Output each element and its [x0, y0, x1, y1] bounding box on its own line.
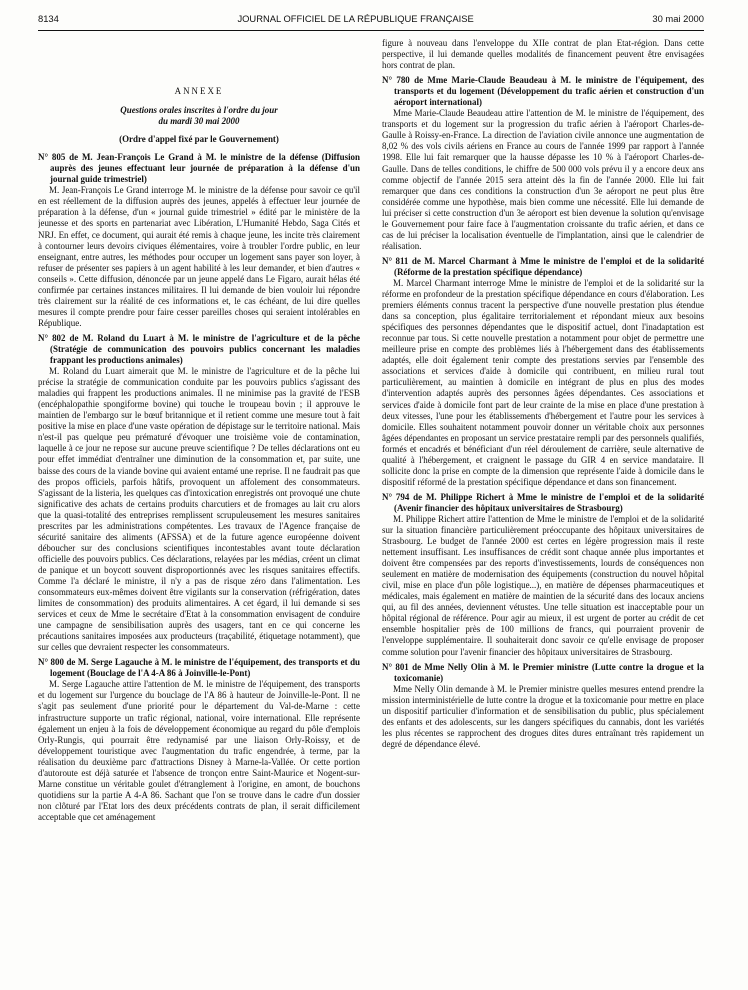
question-800-title: de M. Serge Lagauche à M. le ministre de l'équipement, des transports et du logement (Bouclage de l'A 4-A 86 à Joinville-le-Pont)	[50, 657, 360, 679]
question-802-title: de M. Roland du Luart à M. le ministre de l'agriculture et de la pêche (Stratégie de communication des pouvoirs publics concernant les maladies frappant les productions animales)	[50, 332, 360, 366]
question-794-title: de M. Philippe Richert à Mme le ministre de l'emploi et de la solidarité (Avenir financier des hôpitaux universitaires de Strasbourg)	[394, 491, 704, 513]
left-column	[38, 56, 360, 972]
question-780-number: N° 780	[382, 75, 410, 86]
annexe-label: ANNEXE	[174, 86, 224, 96]
question-811-heading	[382, 256, 704, 278]
page-header	[38, 13, 704, 27]
question-802-body: M. Roland du Luart aimerait que M. le ministre de l'agriculture et de la pêche lui précise la stratégie de communication conduite par les pouvoirs publics s'agissant des maladies qui frappent les productions animales. Il ne minimise pas la gravité de l'ESB (encéphalopathie spongiforme bovine) qui touche le troupeau bovin ; il approuve le maintien de l'embargo sur le bœuf britannique et il retient comme une mesure tout à fait positive la mise en place d'une vaste opération de dépistage sur le territoire national. Mais n'est-il pas quelque peu prématuré d'évoquer une troisième voie de contamination, laquelle à ce jour ne repose sur aucune preuve scientifique ? De telles déclarations ont eu pour effet immédiat d'entraîner une diminution de la consommation et, par suite, une baisse des cours de la viande bovine qui avaient entamé une reprise. Il ne faudrait pas que des propos officiels, parfois hâtifs, provoquent un affolement des consommateurs. S'agissant de la listeria, les quelques cas d'intoxication enregistrés ont provoqué une chute significative des achats de certains produits charcutiers et de fromages au lait cru alors que la quasi-totalité des entreprises remplissent scrupuleusement les mesures sanitaires prescrites par les administrations compétentes. Les travaux de l'Agence française de sécurité sanitaire des aliments (AFSSA) et de la future agence européenne doivent déboucher sur des conclusions scientifiques incontestables avant toute déclaration officielle des pouvoirs publics. Ces déclarations, relayées par les médias, créent un climat de panique et un boycott souvent disproportionnés avec les risques sanitaires effectifs. Comme l'a déclaré le ministre, il n'y a pas de risque zéro dans l'alimentation. Les consommateurs eux-mêmes doivent être vigilants sur la conservation (réfrigération, dates limites de consommation) des produits alimentaires. A cet égard, il lui demande si ses services et ceux de Mme le secrétaire d'Etat à la consommation envisagent de conduire une campagne de sensibilisation auprès des usagers, tant en ce qui concerne les précautions sanitaires imposées aux producteurs (traçabilité, étiquetage notamment), que sur celles que devraient respecter les consommateurs.	[38, 366, 360, 653]
question-801-number: N° 801	[382, 661, 409, 672]
ordre-appel: (Ordre d'appel fixé par le Gouvernement)	[119, 134, 279, 145]
issue-date: 30 mai 2000	[652, 13, 704, 24]
question-802-heading	[38, 333, 360, 366]
question-794-body: M. Philippe Richert attire l'attention de Mme le ministre de l'emploi et de la solidarité sur la situation financière particulièrement préoccupante des hôpitaux universitaires de Strasbourg. Le budget de l'année 2000 est certes en légère progression mais il reste nettement insuffisant. Les insuffisances de crédit sont chaque année plus importantes et doivent être compensées par des reports d'investissements, lourds de conséquences non seulement en matière de modernisation des équipements (construction du nouvel hôpital civil, mise en place d'un pôle logistique...), en matière de dépenses pharmaceutiques et médicales, mais également en matière de maintien de la sécurité dans des locaux anciens qui, au fil des années, deviennent vétustes. Une telle situation est inacceptable pour un hôpital régional de référence. Pour agir au mieux, il est urgent de porter au crédit de cet ensemble hospitalier près de 100 millions de francs, qui pourraient provenir de l'enveloppe supplémentaire. Il souhaiterait donc savoir ce qu'elle envisage de proposer comme solution pour l'avenir financier des hôpitaux universitaires de Strasbourg.	[382, 513, 704, 657]
question-811-body: M. Marcel Charmant interroge Mme le ministre de l'emploi et de la solidarité sur la réforme en profondeur de la prestation spécifique dépendance en cours d'élaboration. Les premiers éléments connus tracent la perspective d'une nouvelle prestation plus étendue dans sa conception, plus égalitaire territorialement et répondant mieux aux besoins spécifiques des personnes dépendantes que le dispositif actuel, dont l'inadaptation est reconnue par tous. Si cette nouvelle prestation a notamment pour objet de permettre une meilleure prise en compte des problèmes liés à l'hébergement dans des établissements adaptés, elle doit également tenir compte des prestations servies par l'ensemble des associations et services d'aide à domicile qui contribuent, en milieu rural tout particulièrement, au maintien à domicile en intégrant de plus en plus des modes d'intervention adaptés auprès des personnes âgées dépendantes. Ces associations et services d'aide à domicile font part de leur crainte de la mise en place d'une prestation à deux vitesses, l'une pour les établissements d'hébergement et l'autre pour les services à domicile. Elles souhaitent notamment pouvoir donner un véritable choix aux personnes âgées dépendantes en proposant un service prestataire rempli par des personnels qualifiés, formés et encadrés et bénéficiant d'un réel déroulement de carrière, seule alternative de qualité à l'hébergement, et craignent le passage du GIR 4 en service mandataire. Il sollicite donc la prise en compte de la dimension que représente l'aide à domicile dans le dispositif réformé de la prestation spécifique dépendance et dans son financement.	[382, 277, 704, 487]
right-column	[382, 38, 704, 972]
question-801-title: de Mme Nelly Olin à M. le Premier ministre (Lutte contre la drogue et la toxicomanie)	[394, 661, 704, 683]
page-number: 8134	[38, 13, 59, 24]
annexe-title-line1: Questions orales inscrites à l'ordre du jour	[120, 105, 278, 116]
question-811-number: N° 811	[382, 255, 409, 266]
question-801-body: Mme Nelly Olin demande à M. le Premier ministre quelles mesures entend prendre la mission interministérielle de lutte contre la drogue et la toxicomanie pour mettre en place un dispositif particulier d'information et de sensibilisation du public, plus spécialement des enfants et des adolescents, sur les dangers spécifiques du cannabis, dont les variétés les plus récentes se rapprochent des drogues dites dures entraînant très rapidement un degré de dépendance élevé.	[382, 683, 704, 749]
question-805-heading	[38, 152, 360, 185]
question-805-title: de M. Jean-François Le Grand à M. le ministre de la défense (Diffusion auprès des jeunes effectuant leur journée de préparation à la défense d'un journal guide trimestriel)	[50, 152, 360, 185]
question-800-continuation: figure à nouveau dans l'enveloppe du XIIe contrat de plan Etat-région. Dans cette perspective, il lui demande quelles modalités de financement peuvent être envisagées hors contrat de plan.	[382, 38, 704, 71]
question-805-body: M. Jean-François Le Grand interroge M. le ministre de la défense pour savoir ce qu'il en est réellement de la diffusion auprès des jeunes, appelés à effectuer leur journée de préparation à la défense, d'un « journal guide trimestriel » édité par le ministère de la jeunesse et des sports en partenariat avec Libération, L'Humanité Hebdo, Saga Cités et NRJ. En effet, ce document, qui aurait été remis à chaque jeune, les incite très clairement à contourner leurs devoirs civiques élémentaires, voire à troubler l'ordre public, en leur enseignant, entre autres, les méthodes pour occuper un logement sans payer son loyer, à refuser de présenter ses papiers à un agent habilité à les leur demander, et bien d'autres « conseils ». Cette diffusion, dénoncée par un jeune appelé dans Le Figaro, aurait hélas été confirmée par certaines instances militaires. Il lui demande de bien vouloir lui répondre très clairement sur la réalité de ces informations et, le cas échéant, de lui dire quelles mesures il compte prendre pour faire cesser pareilles choses qui seraient intolérables en République.	[38, 185, 360, 328]
question-802-number: N° 802	[38, 332, 66, 343]
question-780-body: Mme Marie-Claude Beaudeau attire l'attention de M. le ministre de l'équipement, des transports et du logement sur la progression du trafic aérien à l'aéroport Charles-de-Gaulle à Roissy-en-France. La direction de l'aviation civile annonce une augmentation de 8,02 % des vols civils aériens en France au cours de l'année 1999 par rapport à l'année 1998. Elle lui fait remarquer que la hausse dépasse les 10 % à l'aéroport Charles-de-Gaulle. Dans de telles conditions, le chiffre de 500 000 vols prévu il y a encore deux ans comme objectif de l'année 2015 sera atteint dès la fin de l'année 2000. Elle lui fait remarquer que dans ces conditions la construction d'un 3e aéroport ne peut plus être considérée comme une hypothèse, mais bien comme une nécessité. Elle lui demande de lui préciser si cette construction d'un 3e aéroport est bien devenue la solution qu'envisage le Gouvernement pour faire face à l'augmentation croissante du trafic aérien, et dans ce cas de lui préciser la localisation éventuelle de l'implantation, ainsi que le calendrier de réalisation.	[382, 108, 704, 251]
question-800-body: M. Serge Lagauche attire l'attention de M. le ministre de l'équipement, des transports et du logement sur l'urgence du bouclage de l'A 86 à hauteur de Joinville-le-Pont. Il ne s'agit pas seulement d'une priorité pour le département du Val-de-Marne : cette infrastructure supporte un trafic régional, national, voire international. Elle représente également un enjeu à la fois de développement économique au regard du pôle d'emplois Orly-Rungis, qui pourrait être redynamisé par une liaison Orly-Roissy, et de développement touristique avec l'augmentation du trafic engendrée, à terme, par la réalisation du deuxième parc d'attractions Disney à Marne-la-Vallée. Or cette portion d'autoroute est déjà saturée et l'absence de tronçon entre Saint-Maurice et Nogent-sur-Marne constitue un véritable goulet d'étranglement à l'origine, en amont, de bouchons quotidiens sur la partie A 4-A 86. Sachant que l'on se trouve dans le cadre d'un dossier non clôturé par l'Etat lors des deux précédents contrats de plan, il serait difficilement acceptable que cet aménagement	[38, 679, 360, 822]
question-794-heading	[382, 492, 704, 514]
question-811-title: de M. Marcel Charmant à Mme le ministre de l'emploi et de la solidarité (Réforme de la prestation spécifique dépendance)	[394, 255, 704, 277]
question-794-number: N° 794	[382, 491, 410, 502]
header-rule	[38, 30, 704, 31]
question-800-number: N° 800	[38, 657, 64, 668]
question-780-heading	[382, 75, 704, 108]
question-805-number: N° 805	[38, 152, 66, 163]
question-800-heading	[38, 657, 360, 679]
annexe-title-line2: du mardi 30 mai 2000	[158, 116, 240, 127]
journal-title: JOURNAL OFFICIEL DE LA RÉPUBLIQUE FRANÇAISE	[237, 13, 474, 24]
question-780-title: de Mme Marie-Claude Beaudeau à M. le ministre de l'équipement, des transports et du logement (Développement du trafic aérien et construction d'un aéroport international)	[394, 75, 704, 108]
question-801-heading	[382, 662, 704, 684]
